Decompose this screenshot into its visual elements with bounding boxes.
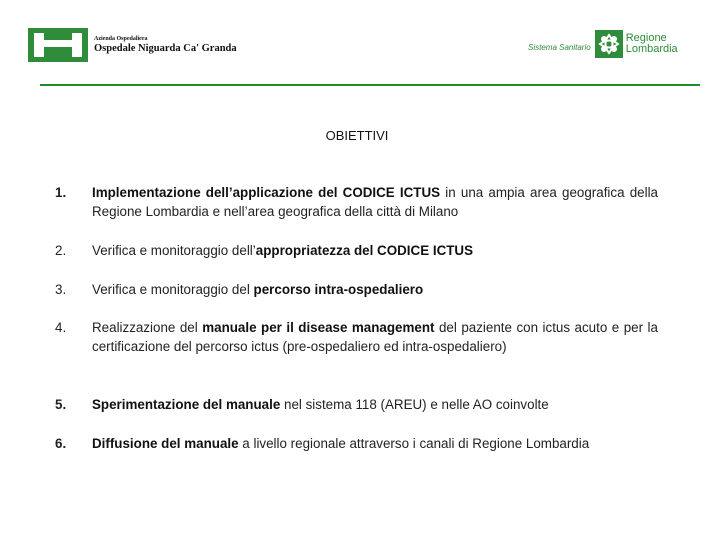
page-title bbox=[0, 128, 720, 143]
objective-item-4 bbox=[55, 318, 658, 356]
objective-text bbox=[92, 241, 658, 260]
hospital-name: Ospedale Niguarda Ca' Granda bbox=[94, 43, 237, 54]
objective-number: 1. bbox=[55, 185, 67, 200]
region-name-line1: Regione bbox=[625, 32, 667, 44]
objective-item-1 bbox=[55, 183, 658, 221]
objective-text bbox=[92, 280, 658, 299]
objective-text-bold: Sperimentazione del manuale bbox=[92, 397, 281, 412]
page-title-text: OBIETTIVI bbox=[325, 128, 389, 143]
objective-text-regular: in una ampia area geografica della Regione Lombardia e nell’area geografica della città di Milano bbox=[92, 185, 659, 219]
objective-text-regular: a livello regionale attraverso i canali di Regione Lombardia bbox=[238, 436, 590, 451]
hospital-name-block bbox=[94, 35, 237, 55]
rosa-camuna-icon bbox=[595, 30, 623, 58]
objective-text bbox=[92, 318, 658, 356]
slide-header bbox=[0, 0, 720, 90]
objective-item-5 bbox=[55, 395, 658, 414]
objective-item-6 bbox=[55, 434, 658, 453]
objective-text-bold: Diffusione del manuale bbox=[92, 436, 239, 451]
niguarda-h-icon bbox=[28, 28, 88, 62]
hospital-logo bbox=[28, 28, 237, 62]
region-name bbox=[626, 33, 678, 55]
objective-item-3 bbox=[55, 280, 658, 299]
objective-text-bold: appropriatezza del CODICE ICTUS bbox=[255, 243, 474, 258]
objective-number: 6. bbox=[55, 436, 67, 451]
objective-text-regular: Verifica e monitoraggio del bbox=[92, 282, 254, 297]
region-name-line2: Lombardia bbox=[625, 43, 678, 55]
objective-item-2 bbox=[55, 241, 658, 260]
objective-text-bold: manuale per il disease management bbox=[202, 320, 435, 335]
objective-number: 3. bbox=[55, 282, 67, 297]
objective-text-regular: del paziente con ictus acuto e per la certificazione del percorso ictus (pre-ospedaliero ed intra-ospedaliero) bbox=[92, 320, 658, 354]
objective-number: 4. bbox=[55, 320, 67, 335]
objective-text-regular: Verifica e monitoraggio dell’ bbox=[92, 243, 256, 258]
objective-text-regular: Realizzazione del bbox=[92, 320, 203, 335]
header-divider bbox=[40, 84, 700, 86]
hospital-small-label: Azienda Ospedaliera bbox=[94, 36, 148, 42]
objective-text bbox=[92, 395, 658, 414]
sistema-sanitario-label: Sistema Sanitario bbox=[528, 42, 591, 52]
objective-text-bold: percorso intra-ospedaliero bbox=[253, 282, 424, 297]
objective-number: 5. bbox=[55, 397, 67, 412]
objective-text bbox=[92, 434, 658, 453]
objective-text bbox=[92, 183, 658, 221]
objective-text-regular: nel sistema 118 (AREU) e nelle AO coinvolte bbox=[280, 397, 549, 412]
objective-text-bold: Implementazione dell’applicazione del CODICE ICTUS bbox=[92, 185, 441, 200]
region-logo bbox=[528, 30, 678, 58]
objective-number: 2. bbox=[55, 243, 67, 258]
